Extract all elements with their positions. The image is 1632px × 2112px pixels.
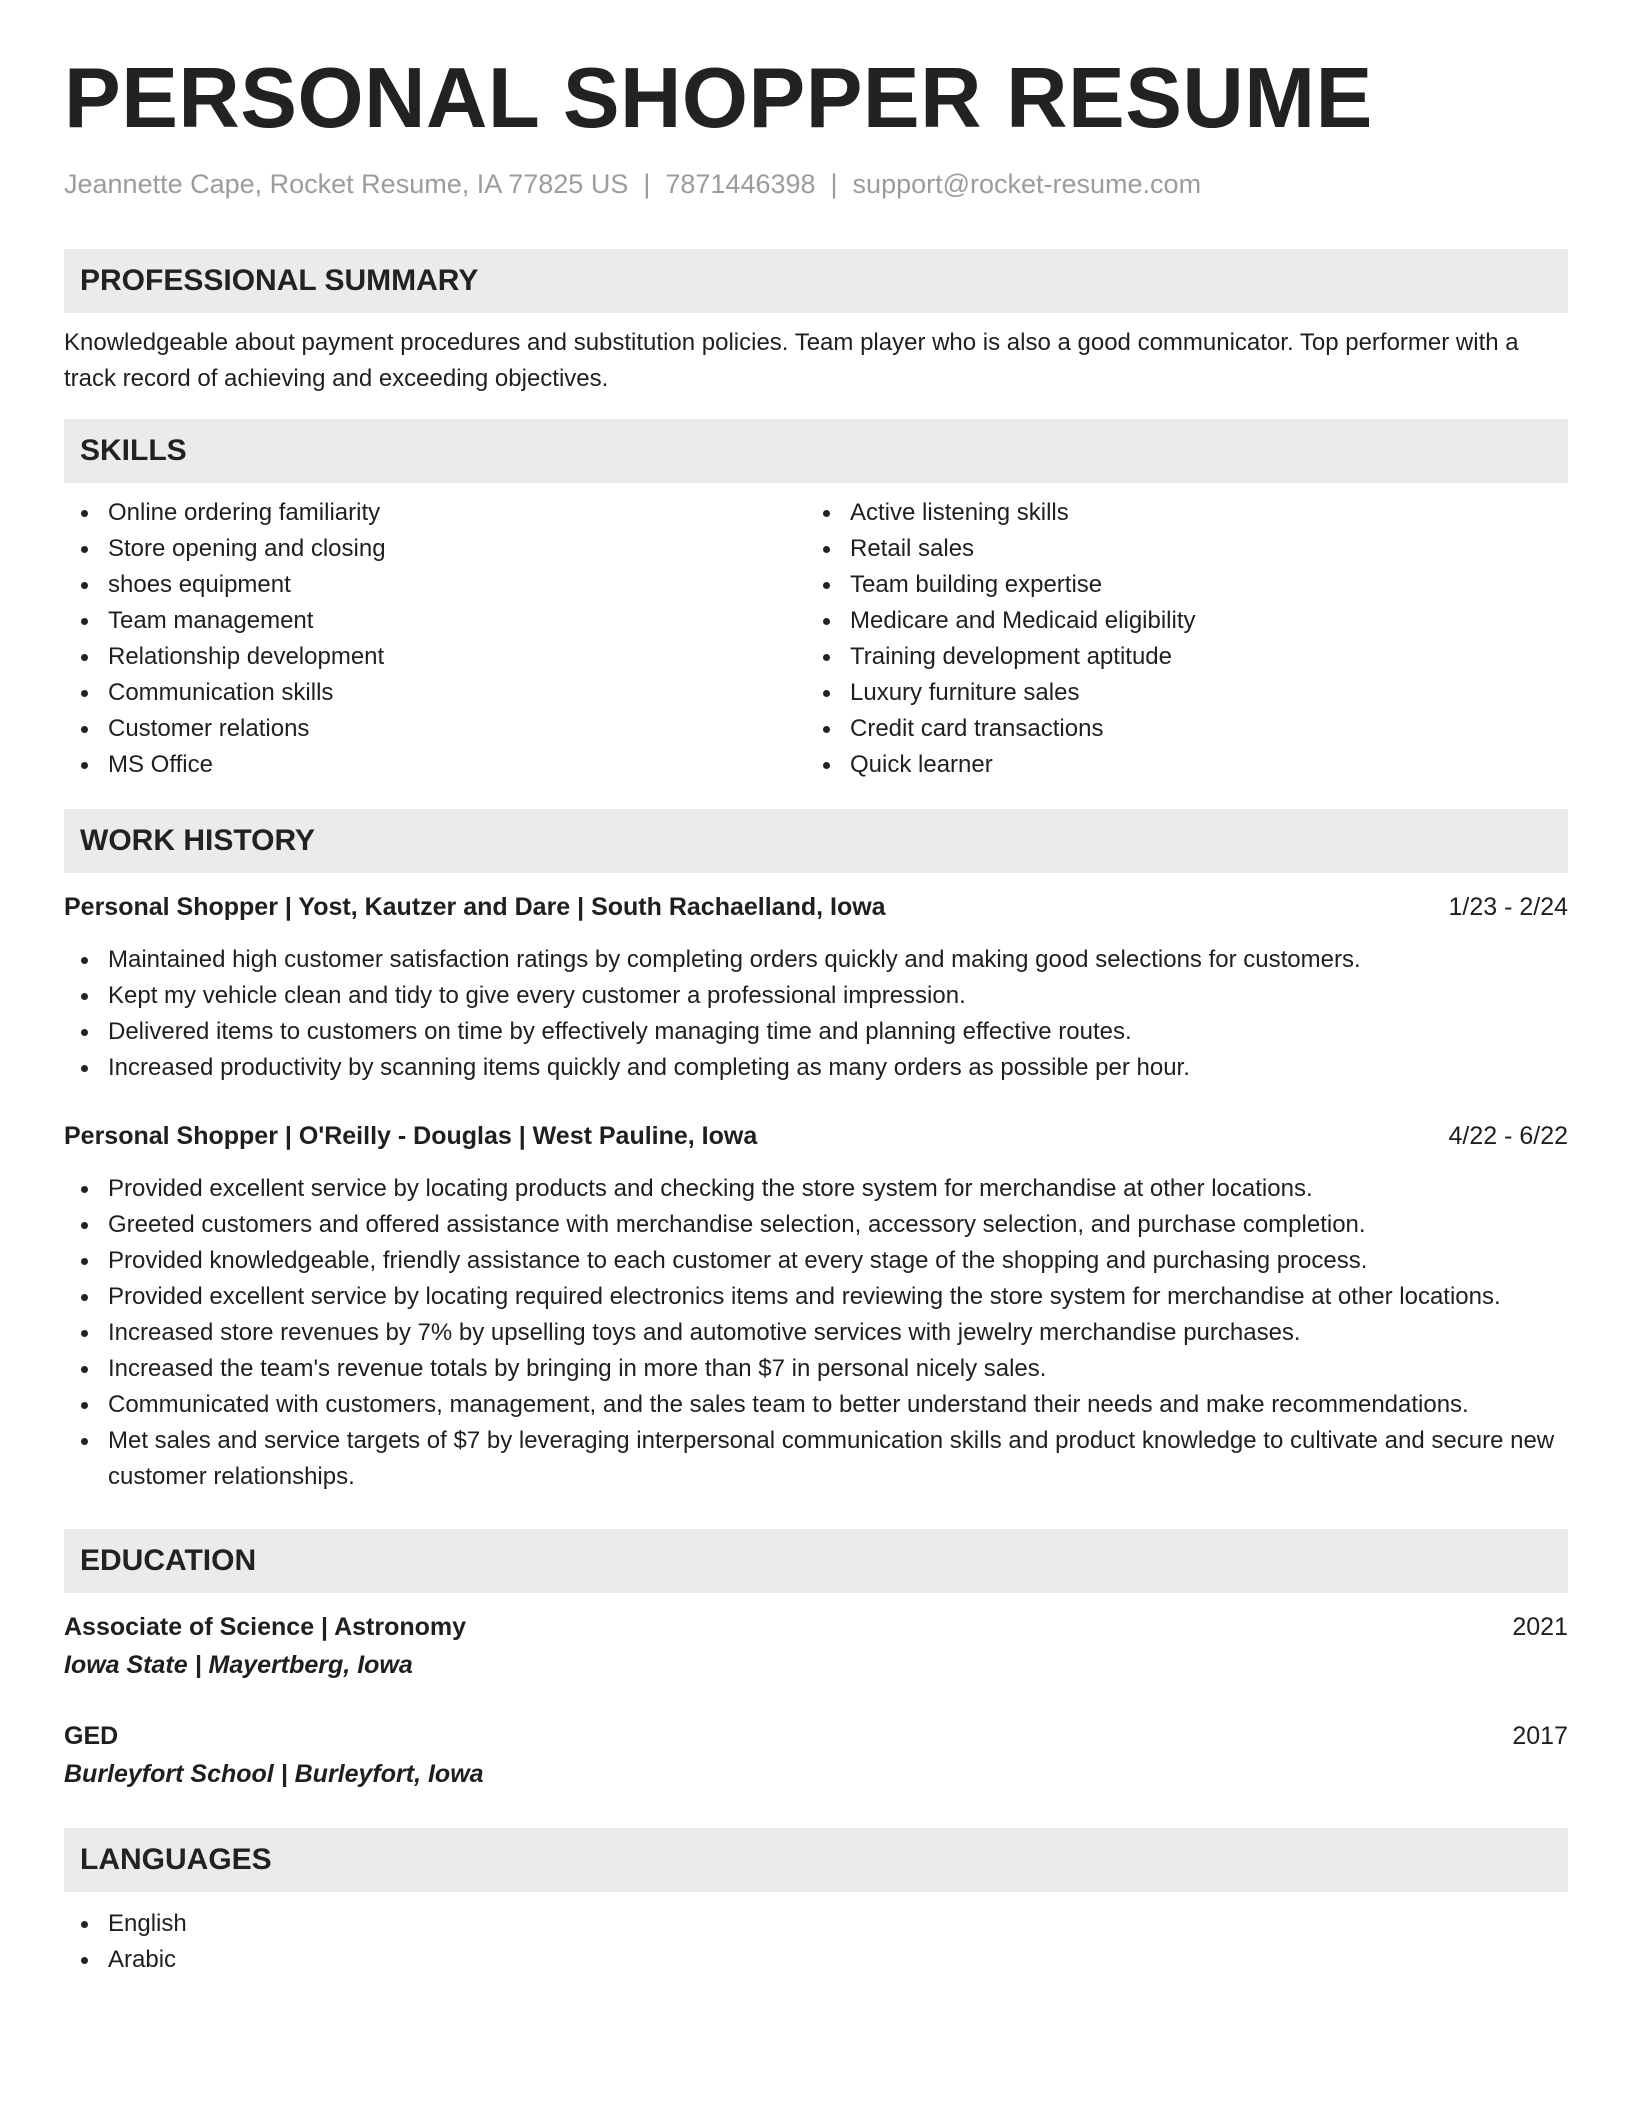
- job-bullet: Provided knowledgeable, friendly assistance to each customer at every stage of the shopping and purchasing process.: [64, 1243, 1568, 1279]
- skill-item: MS Office: [64, 747, 806, 783]
- job-bullet: Maintained high customer satisfaction ratings by completing orders quickly and making good selections for customers.: [64, 942, 1568, 978]
- job-bullet: Greeted customers and offered assistance with merchandise selection, accessory selection, and purchase completion.: [64, 1207, 1568, 1243]
- education-year: 2017: [1512, 1722, 1568, 1751]
- education-degree: Associate of Science | Astronomy: [64, 1613, 467, 1642]
- job-bullet: Provided excellent service by locating products and checking the store system for merchandise at other locations.: [64, 1171, 1568, 1207]
- languages-list: [64, 1906, 1568, 1978]
- education-heading: [64, 1608, 1568, 1646]
- education-degree: GED: [64, 1722, 119, 1751]
- section-header-skills: SKILLS: [64, 419, 1568, 483]
- job-dates: 1/23 - 2/24: [1448, 893, 1568, 922]
- job-bullets: [64, 942, 1568, 1086]
- job-bullet: Increased productivity by scanning items quickly and completing as many orders as possible per hour.: [64, 1050, 1568, 1086]
- job-dates: 4/22 - 6/22: [1448, 1122, 1568, 1151]
- skill-item: Team building expertise: [806, 567, 1548, 603]
- job-title: Personal Shopper | Yost, Kautzer and Dare | South Rachaelland, Iowa: [64, 893, 886, 922]
- education-heading: [64, 1717, 1568, 1755]
- job-heading: [64, 888, 1568, 926]
- skills-list: [64, 495, 1568, 783]
- skill-item: shoes equipment: [64, 567, 806, 603]
- job-heading: [64, 1117, 1568, 1155]
- contact-phone: 7871446398: [665, 169, 816, 199]
- summary-text: Knowledgeable about payment procedures and substitution policies. Team player who is also a good communicator. Top performer with a track record of achieving and exceeding objectives.: [64, 329, 1519, 393]
- job-bullet: Increased store revenues by 7% by upselling toys and automotive services with jewelry merchandise purchases.: [64, 1315, 1568, 1351]
- job-bullet: Delivered items to customers on time by effectively managing time and planning effective routes.: [64, 1014, 1568, 1050]
- section-header-languages: LANGUAGES: [64, 1828, 1568, 1892]
- contact-separator: |: [643, 169, 651, 199]
- skill-item: Store opening and closing: [64, 531, 806, 567]
- job-bullet: Increased the team's revenue totals by bringing in more than $7 in personal nicely sales.: [64, 1351, 1568, 1387]
- skill-item: Active listening skills: [806, 495, 1548, 531]
- contact-email: support@rocket-resume.com: [852, 169, 1202, 199]
- section-header-work-history: WORK HISTORY: [64, 809, 1568, 873]
- contact-separator: |: [830, 169, 838, 199]
- job-bullet: Met sales and service targets of $7 by leveraging interpersonal communication skills and product knowledge to cultivate and secure new customer relationships.: [64, 1423, 1568, 1495]
- skill-item: Training development aptitude: [806, 639, 1548, 675]
- job-title: Personal Shopper | O'Reilly - Douglas | West Pauline, Iowa: [64, 1122, 758, 1151]
- skills-column-left: [64, 495, 806, 783]
- job-bullets: [64, 1171, 1568, 1495]
- section-header-summary: PROFESSIONAL SUMMARY: [64, 249, 1568, 313]
- job-bullet: Kept my vehicle clean and tidy to give every customer a professional impression.: [64, 978, 1568, 1014]
- page-title: PERSONAL SHOPPER RESUME: [64, 51, 1373, 146]
- job-bullet: Communicated with customers, management, and the sales team to better understand their needs and make recommendations.: [64, 1387, 1568, 1423]
- skill-item: Team management: [64, 603, 806, 639]
- education-school: Iowa State | Mayertberg, Iowa: [64, 1651, 413, 1680]
- skill-item: Customer relations: [64, 711, 806, 747]
- skill-item: Retail sales: [806, 531, 1548, 567]
- language-item: Arabic: [64, 1942, 1568, 1978]
- skill-item: Quick learner: [806, 747, 1548, 783]
- education-year: 2021: [1512, 1613, 1568, 1642]
- skill-item: Luxury furniture sales: [806, 675, 1548, 711]
- skills-column-right: [806, 495, 1548, 783]
- section-header-education: EDUCATION: [64, 1529, 1568, 1593]
- job-bullet: Provided excellent service by locating required electronics items and reviewing the store system for merchandise at other locations.: [64, 1279, 1568, 1315]
- skill-item: Medicare and Medicaid eligibility: [806, 603, 1548, 639]
- skill-item: Communication skills: [64, 675, 806, 711]
- language-item: English: [64, 1906, 1568, 1942]
- contact-address: Jeannette Cape, Rocket Resume, IA 77825 US: [64, 169, 629, 199]
- education-school: Burleyfort School | Burleyfort, Iowa: [64, 1760, 484, 1789]
- skill-item: Relationship development: [64, 639, 806, 675]
- skill-item: Online ordering familiarity: [64, 495, 806, 531]
- skill-item: Credit card transactions: [806, 711, 1548, 747]
- contact-line: [64, 168, 1568, 200]
